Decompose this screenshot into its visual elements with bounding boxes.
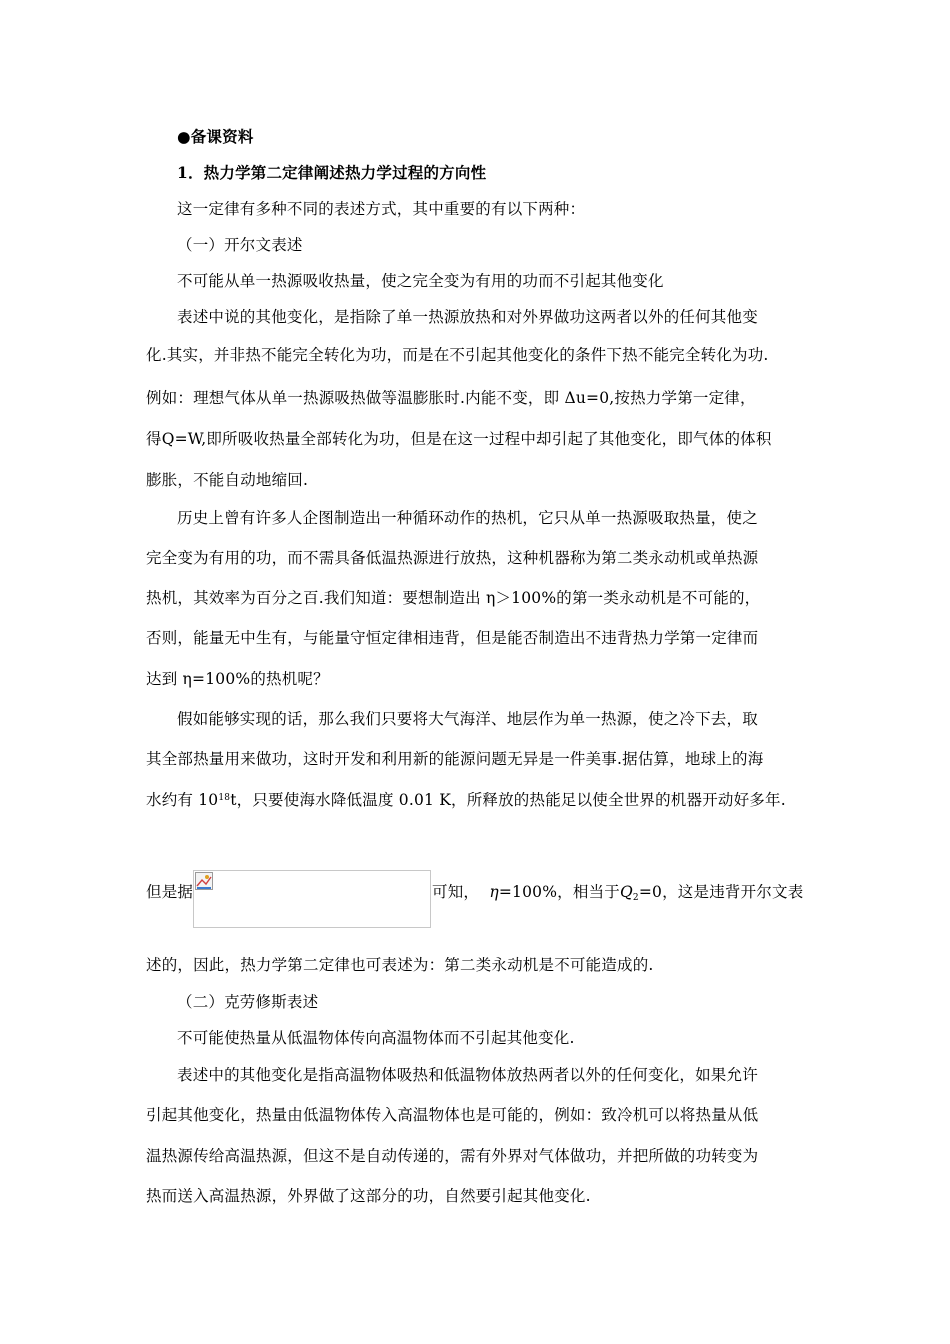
paragraph-line: 膨胀，不能自动地缩回.	[146, 471, 309, 489]
kelvin-title: （一）开尔文表述	[177, 236, 303, 254]
section1-title: 1．热力学第二定律阐述热力学过程的方向性	[177, 163, 487, 182]
paragraph-line: 假如能够实现的话，那么我们只要将大气海洋、地层作为单一热源，使之冷下去，取	[177, 710, 758, 728]
formula-mid: 可知，	[432, 883, 480, 901]
paragraph-line	[146, 790, 786, 810]
paragraph-line: 完全变为有用的功，而不需具备低温热源进行放热，这种机器称为第二类永动机或单热源	[146, 549, 759, 567]
sea-text-a: 水约有 10	[146, 791, 219, 809]
section-heading: ●备课资料	[177, 127, 254, 146]
eta-symbol: η	[489, 883, 499, 901]
eta-value: =100%，相当于	[498, 883, 620, 901]
paragraph-line: 表述中的其他变化是指高温物体吸热和低温物体放热两者以外的任何变化，如果允许	[177, 1066, 758, 1084]
formula-prefix: 但是据	[146, 883, 194, 901]
q-symbol: Q	[619, 883, 633, 901]
paragraph-line: 例如：理想气体从单一热源吸热做等温膨胀时.内能不变，即 Δu=0,按热力学第一定律，	[146, 389, 756, 407]
paragraph-line: 得Q=W,即所吸收热量全部转化为功，但是在这一过程中却引起了其他变化，即气体的体积	[146, 430, 772, 448]
paragraph-line: 表述中说的其他变化，是指除了单一热源放热和对外界做功这两者以外的任何其他变	[177, 308, 758, 326]
paragraph-line: 温热源传给高温热源，但这不是自动传递的，需有外界对气体做功，并把所做的功转变为	[146, 1147, 759, 1165]
paragraph-line: 引起其他变化，热量由低温物体传入高温物体也是可能的，例如：致冷机可以将热量从低	[146, 1106, 759, 1124]
paragraph-line: 达到 η=100%的热机呢？	[146, 670, 329, 688]
sea-exponent: 18	[218, 793, 231, 803]
sea-text-b: t，只要使海水降低温度 0.01 K，所释放的热能足以使全世界的机器开动好多年.	[230, 791, 786, 809]
formula-line	[146, 882, 193, 902]
clausius-title: （二）克劳修斯表述	[177, 993, 319, 1011]
intro-paragraph: 这一定律有多种不同的表述方式，其中重要的有以下两种：	[177, 200, 586, 218]
paragraph-line: 其全部热量用来做功，这时开发和利用新的能源问题无异是一件美事.据估算，地球上的海	[146, 750, 764, 768]
paragraph-line: 热机，其效率为百分之百.我们知道：要想制造出 η＞100%的第一类永动机是不可能的，	[146, 589, 761, 607]
broken-image-icon	[195, 872, 213, 890]
clausius-statement: 不可能使热量从低温物体传向高温物体而不引起其他变化.	[177, 1029, 575, 1047]
q-subscript: 2	[632, 893, 639, 903]
paragraph-line: 化.其实，并非热不能完全转化为功，而是在不引起其他变化的条件下热不能完全转化为功.	[146, 346, 769, 364]
q-tail: =0，这是违背开尔文表	[638, 883, 804, 901]
formula-image-placeholder	[193, 870, 431, 928]
formula-tail	[432, 882, 803, 902]
paragraph-line: 历史上曾有许多人企图制造出一种循环动作的热机，它只从单一热源吸取热量，使之	[177, 509, 758, 527]
paragraph-line: 述的，因此，热力学第二定律也可表述为：第二类永动机是不可能造成的.	[146, 956, 654, 974]
kelvin-statement: 不可能从单一热源吸收热量，使之完全变为有用的功而不引起其他变化	[177, 272, 664, 290]
paragraph-line: 否则，能量无中生有，与能量守恒定律相违背，但是能否制造出不违背热力学第一定律而	[146, 629, 759, 647]
paragraph-line: 热而送入高温热源，外界做了这部分的功，自然要引起其他变化.	[146, 1187, 591, 1205]
